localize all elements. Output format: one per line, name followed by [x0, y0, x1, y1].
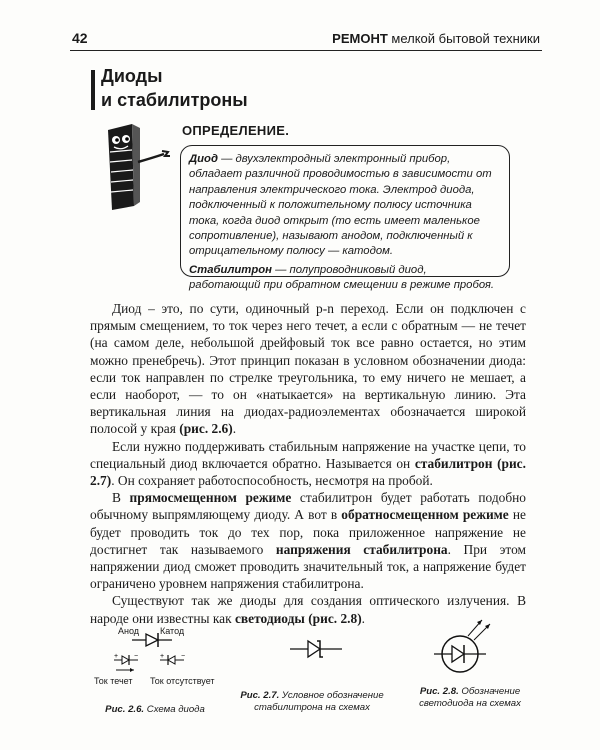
- page-number: 42: [72, 30, 88, 46]
- term-zener-voltage: напряжения стабилитрона: [275, 541, 448, 557]
- current-flows-label: Ток течет: [94, 676, 133, 686]
- no-current-label: Ток отсутствует: [150, 676, 215, 686]
- section-title-line1: Диоды: [101, 66, 163, 86]
- definition-box: [180, 145, 510, 292]
- figure-2-7-caption: [232, 690, 392, 714]
- body-text: [90, 300, 526, 627]
- paragraph-2-d: . Он сохраняет работоспособность, несмотря на пробой.: [111, 473, 433, 489]
- mascot-illustration: [104, 122, 184, 212]
- figure-ref-2-6: (рис. 2.6): [179, 421, 233, 437]
- figure-2-6-caption-text: Схема диода: [144, 704, 205, 715]
- definition-zener-term: Стабилитрон: [189, 263, 272, 276]
- paragraph-2-a: Если нужно поддерживать стабильным напряжение на участке цепи, то специальный диод включается обратно. Называется он: [90, 438, 526, 471]
- definition-diode-text: — двухэлектродный электронный прибор, обладает различной проводимостью в зависимости от направления электрического тока. Электрод диода, подключенный к положительному полюсу источника тока, когда диод открыт (то есть имеет маленькое сопротивление), называют анодом, подключенный к отрицательному полюсу — катодом.: [189, 153, 492, 258]
- led-symbol: [432, 612, 504, 680]
- definition-zener-text: — полупроводниковый диод, работающий при обратном смещении в режиме пробоя.: [189, 263, 495, 292]
- term-led: светодиоды: [234, 610, 305, 626]
- running-header: [332, 31, 540, 46]
- paragraph-4-d: .: [361, 610, 366, 626]
- figure-2-6-caption-num: Рис. 2.6.: [105, 704, 145, 715]
- svg-text:−: −: [134, 653, 139, 660]
- paragraph-3-a: В: [112, 490, 130, 506]
- header-rule: [70, 50, 542, 51]
- figure-2-8-caption-num: Рис. 2.8.: [419, 686, 459, 697]
- figure-2-6-caption: [100, 704, 210, 716]
- paragraph-1-end: .: [232, 421, 237, 437]
- paragraph-3: [90, 489, 526, 592]
- definition-zener: [189, 263, 499, 294]
- diode-schematic-symbol: [110, 630, 200, 680]
- paragraph-3-e: не будет проводить ток до тех пор, пока приложенное напряжение не достигнет так называемого: [90, 507, 526, 557]
- paragraph-3-c: стабилитрон будет работать подобно обычному выпрямляющему диоду. А вот в: [90, 490, 527, 523]
- definition-diode: [189, 152, 499, 260]
- term-reverse-mode: обратносмещенном режиме: [341, 507, 509, 523]
- paragraph-2: [90, 438, 526, 490]
- paragraph-1-text: Диод – это, по сути, одиночный p-n переход. Если он подключен с прямым смещением, то ток через него течет, а если с обратным — не течет (на самом деле, небольшой дрейфовый ток все равно остается, но этим можно пренебречь). Этот принцип показан в условном обозначении диода: если ток направлен по стрелке треугольника, то ему ничего не мешает, а если наоборот, — то он «натыкается» на вертикальную линию. Эта вертикальная линия на диодах-радиоэлементах обозначается широкой полосой у края: [90, 301, 526, 437]
- figure-ref-2-7: (рис. 2.7): [90, 455, 526, 489]
- figure-ref-2-8: (рис. 2.8): [308, 610, 362, 626]
- section-title-line2: и стабилитроны: [101, 90, 248, 110]
- paragraph-1: [90, 300, 526, 438]
- zener-diode-symbol: [288, 636, 344, 662]
- term-forward-mode: прямосмещенном режиме: [129, 490, 292, 506]
- section-marker-bar: [91, 70, 95, 110]
- paragraph-3-g: . При этом напряжении диод сможет проводить значительный ток, а напряжение будет ограничено уровнем напряжения стабилитрона.: [90, 541, 526, 592]
- figure-2-7-caption-num: Рис. 2.7.: [240, 690, 280, 701]
- figure-2-8-caption: [405, 686, 535, 710]
- term-stabilitron: стабилитрон: [414, 455, 493, 471]
- definition-diode-term: Диод: [189, 153, 218, 165]
- anode-label: Анод: [118, 626, 140, 636]
- section-title: [101, 64, 248, 112]
- svg-text:+: +: [114, 653, 119, 660]
- svg-text:−: −: [181, 653, 186, 660]
- paragraph-4-a: Существуют так же диоды для создания оптического излучения. В народе они известны как: [90, 593, 526, 626]
- cathode-label: Катод: [160, 626, 185, 636]
- running-header-rest: мелкой бытовой техники: [387, 31, 540, 46]
- figure-2-7-caption-text: Условное обозначение стабилитрона на схемах: [254, 690, 384, 713]
- running-header-bold: РЕМОНТ: [332, 31, 388, 46]
- definition-label: ОПРЕДЕЛЕНИЕ.: [182, 123, 290, 138]
- figure-2-8-caption-text: Обозначение светодиода на схемах: [419, 686, 521, 709]
- svg-text:+: +: [160, 653, 165, 660]
